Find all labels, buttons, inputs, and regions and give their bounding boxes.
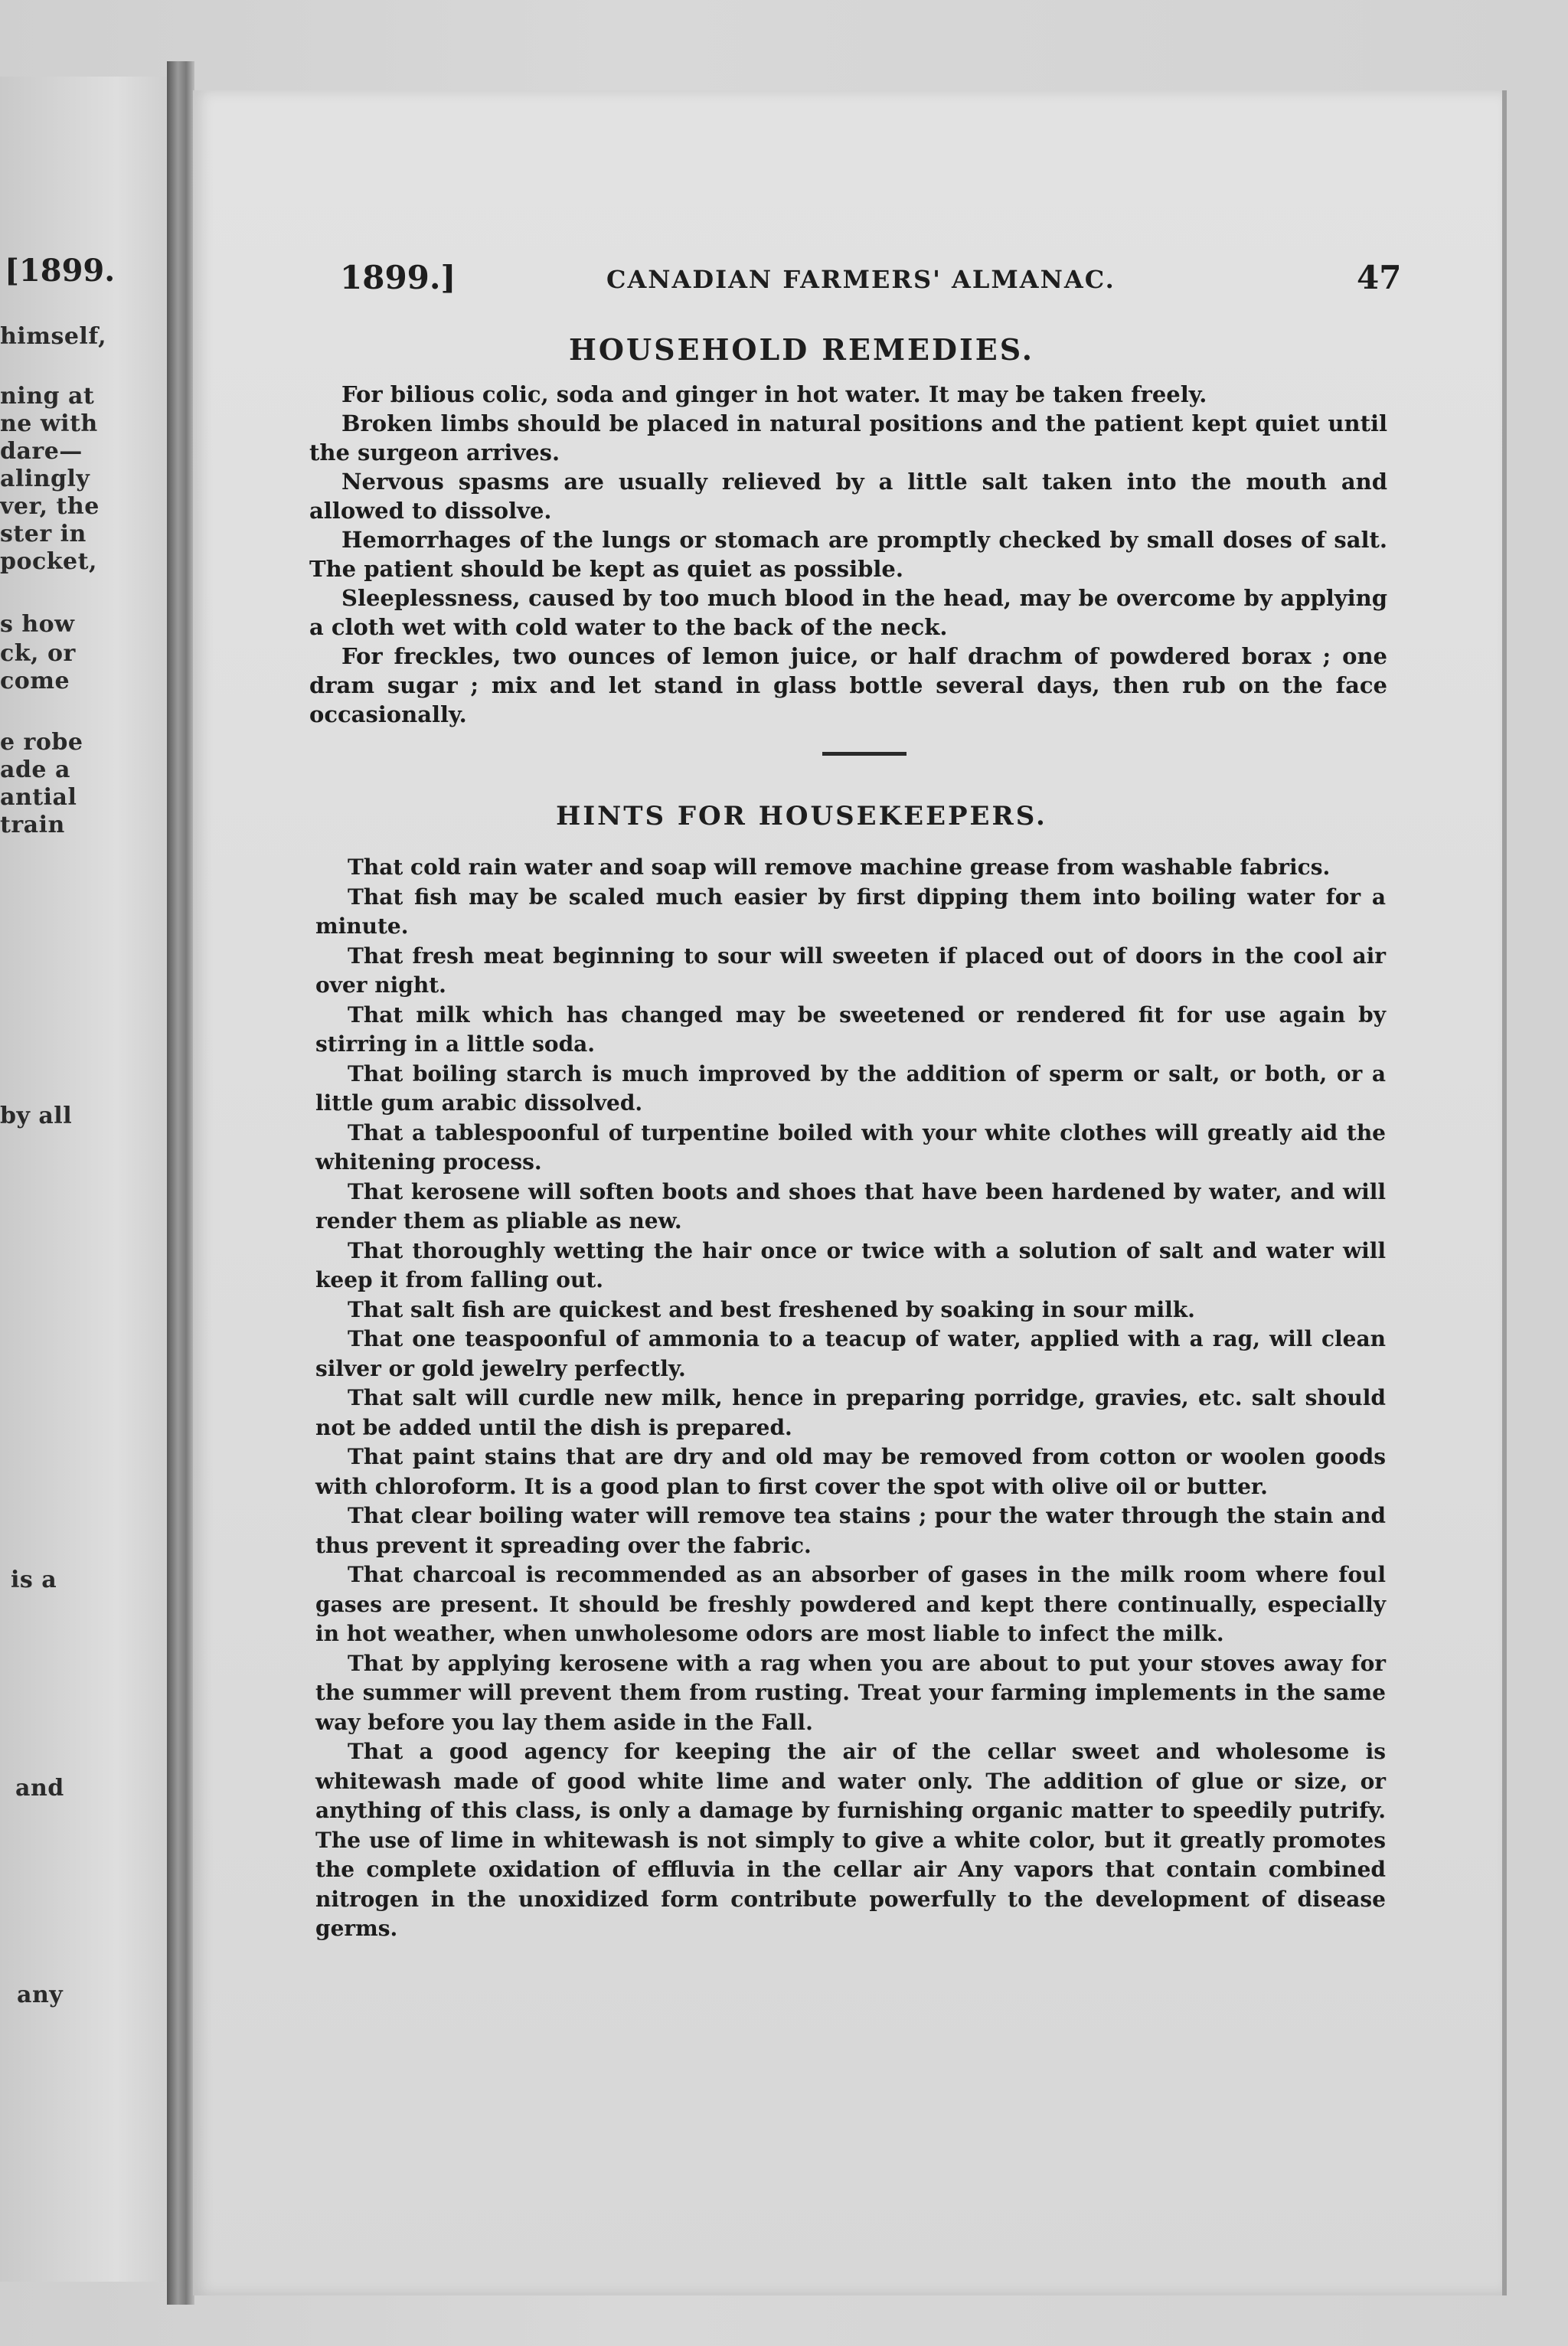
hint-paragraph: That paint stains that are dry and old may be removed from cotton or woolen goods with chloroform. It is a good plan to first cover the spot with olive oil or butter.: [315, 1444, 1386, 1499]
left-page-fragment: come: [0, 668, 70, 694]
left-page-fragment: any: [17, 1982, 64, 2008]
left-page-fragment: e robe: [0, 729, 83, 756]
hint-paragraph: That a tablespoonful of turpentine boiled with your white clothes will greatly aid the whitening process.: [315, 1119, 1386, 1175]
page-number: 47: [1357, 259, 1402, 296]
remedy-paragraph: Sleeplessness, caused by too much blood in the head, may be overcome by applying a cloth wet with cold water to the back of the neck.: [309, 585, 1387, 640]
left-page-fragment: ver, the: [0, 493, 100, 520]
left-page-fragment: by all: [0, 1103, 73, 1129]
left-page-year: [1899.: [5, 253, 116, 289]
hint-paragraph: That boiling starch is much improved by the addition of sperm or salt, or both, or a little gum arabic dissolved.: [315, 1060, 1386, 1116]
hint-paragraph: That by applying kerosene with a rag when you are about to put your stoves away for the summer will prevent them from rusting. Treat your farming implements in the same way before you lay them aside in the Fall.: [315, 1650, 1386, 1735]
hint-paragraph: That cold rain water and soap will remove machine grease from washable fabrics.: [348, 854, 1331, 880]
left-page-fragment: antial: [0, 784, 77, 811]
running-head: [193, 259, 1502, 305]
hint-paragraph: That fresh meat beginning to sour will sweeten if placed out of doors in the cool air over night.: [315, 943, 1386, 998]
left-page-fragment: ck, or: [0, 640, 76, 667]
hint-paragraph: That charcoal is recommended as an absorber of gases in the milk room where foul gases are present. It should be freshly powdered and kept there continually, especially in hot weather, when unwholesome odors are most liable to infect the milk.: [315, 1562, 1386, 1646]
left-page-fragment: train: [0, 812, 65, 838]
left-page-fragment: is a: [11, 1567, 57, 1593]
hint-paragraph: That kerosene will soften boots and shoes that have been hardened by water, and will render them as pliable as new.: [315, 1178, 1386, 1233]
left-page-fragment: ning at: [0, 383, 95, 410]
left-page-fragment: and: [15, 1775, 64, 1802]
household-remedies-title: HOUSEHOLD REMEDIES.: [568, 332, 1035, 367]
left-page-fragment: alingly: [0, 466, 90, 492]
hint-paragraph: That a good agency for keeping the air of the cellar sweet and wholesome is whitewash made of good white lime and water only. The addition of glue or size, or anything of this class, is only a damage by furnishing organic matter to speedily putrify. The use of lime in whitewash is not simply to give a white color, but it greatly promotes the complete oxidation of effluvia in the cellar air Any vapors that contain combined nitrogen in the unoxidized form contribute powerfully to the development of disease germs.: [315, 1739, 1386, 1941]
remedy-paragraph: Broken limbs should be placed in natural positions and the patient kept quiet until the surgeon arrives.: [309, 410, 1387, 466]
hints-for-housekeepers-title: HINTS FOR HOUSEKEEPERS.: [556, 801, 1047, 832]
left-page-fragment: himself,: [0, 323, 107, 350]
left-page-fragment: ade a: [0, 756, 70, 783]
hint-paragraph: That salt fish are quickest and best freshened by soaking in sour milk.: [348, 1296, 1195, 1322]
almanac-page: [193, 90, 1507, 2295]
hint-paragraph: That fish may be scaled much easier by first dipping them into boiling water for a minute.: [315, 884, 1386, 939]
hint-paragraph: That clear boiling water will remove tea stains ; pour the water through the stain and thus prevent it spreading over the fabric.: [315, 1503, 1386, 1558]
page-year: 1899.]: [340, 259, 456, 296]
remedy-paragraph: Nervous spasms are usually relieved by a little salt taken into the mouth and allowed to dissolve.: [309, 469, 1387, 524]
left-page-fragment: ne with: [0, 410, 98, 437]
household-remedies-section: [309, 380, 1387, 729]
hints-section: [315, 853, 1386, 1944]
left-page-fragment: s how: [0, 611, 75, 638]
hint-paragraph: That one teaspoonful of ammonia to a teacup of water, applied with a rag, will clean silver or gold jewelry perfectly.: [315, 1326, 1386, 1381]
left-page-fragment: pocket,: [0, 548, 97, 575]
left-page-fragment: ster in: [0, 521, 87, 547]
left-page-fragment: dare—: [0, 438, 83, 465]
hint-paragraph: That milk which has changed may be sweetened or rendered fit for use again by stirring in a little soda.: [315, 1001, 1386, 1057]
remedy-paragraph: Hemorrhages of the lungs or stomach are promptly checked by small doses of salt. The patient should be kept as quiet as possible.: [309, 527, 1387, 582]
section-divider: [822, 752, 906, 756]
left-facing-page: [0, 77, 167, 2282]
remedy-paragraph: For freckles, two ounces of lemon juice, or half drachm of powdered borax ; one dram sugar ; mix and let stand in glass bottle several days, then rub on the face occasionally.: [309, 643, 1387, 727]
hint-paragraph: That thoroughly wetting the hair once or twice with a solution of salt and water will keep it from falling out.: [315, 1237, 1386, 1292]
remedy-paragraph: For bilious colic, soda and ginger in hot water. It may be taken freely.: [341, 381, 1207, 407]
book-gutter: [167, 61, 194, 2305]
almanac-title: CANADIAN FARMERS' ALMANAC.: [606, 265, 1116, 294]
hint-paragraph: That salt will curdle new milk, hence in preparing porridge, gravies, etc. salt should not be added until the dish is prepared.: [315, 1385, 1386, 1440]
